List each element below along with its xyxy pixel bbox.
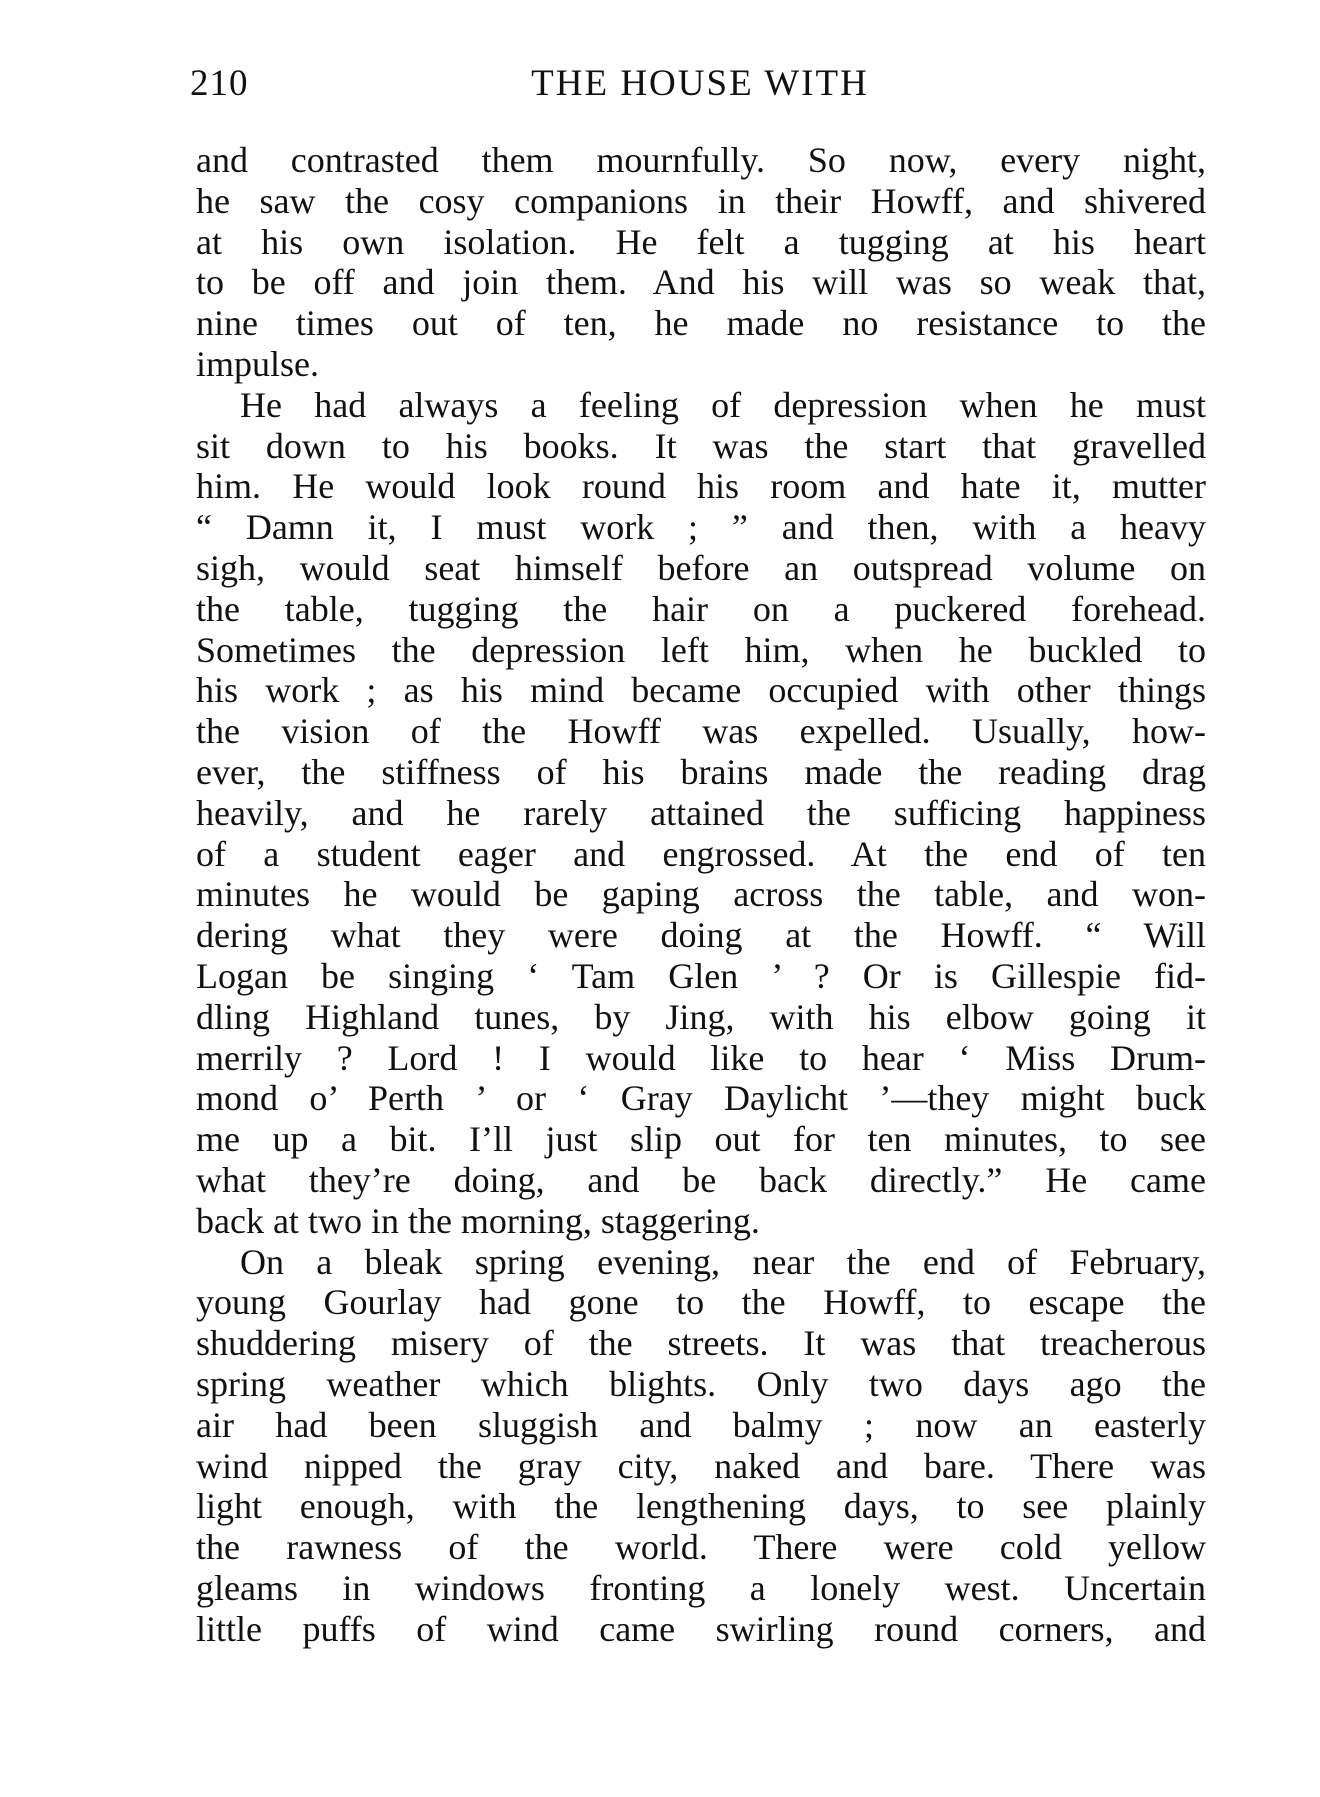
text-line: sigh, would seat himself before an outspread volume on [196, 547, 1206, 588]
text-line: heavily, and he rarely attained the sufficing happiness [196, 792, 1206, 833]
text-line: the table, tugging the hair on a puckered forehead. [196, 588, 1206, 629]
text-line: and contrasted them mournfully. So now, every night, [196, 140, 1206, 180]
text-line: back at two in the morning, staggering. [196, 1200, 760, 1241]
text-line: what they’re doing, and be back directly.” He came [196, 1159, 1206, 1200]
page-number: 210 [190, 63, 249, 104]
text-line: his work ; as his mind became occupied with other things [196, 670, 1206, 711]
running-title: THE HOUSE WITH [531, 63, 869, 104]
text-line: nine times out of ten, he made no resistance to the [196, 303, 1206, 344]
text-line: sit down to his books. It was the start that gravelled [196, 425, 1206, 466]
body-text [196, 140, 1206, 1649]
running-head [190, 62, 1210, 112]
text-line: at his own isolation. He felt a tugging at his heart [196, 221, 1206, 262]
text-line: “ Damn it, I must work ; ” and then, with a heavy [196, 507, 1206, 548]
text-line: ever, the stiffness of his brains made the reading drag [196, 751, 1206, 792]
text-line: light enough, with the lengthening days, to see plainly [196, 1486, 1206, 1527]
text-line: young Gourlay had gone to the Howff, to escape the [196, 1282, 1206, 1323]
text-line: merrily ? Lord ! I would like to hear ‘ Miss Drum- [196, 1037, 1206, 1078]
text-line: dling Highland tunes, by Jing, with his elbow going it [196, 996, 1206, 1037]
text-line: Sometimes the depression left him, when he buckled to [196, 629, 1206, 670]
text-line: air had been sluggish and balmy ; now an easterly [196, 1404, 1206, 1445]
text-line: him. He would look round his room and hate it, mutter [196, 466, 1206, 507]
text-line: spring weather which blights. Only two days ago the [196, 1363, 1206, 1404]
paragraph-start-line: He had always a feeling of depression when he must [240, 384, 1206, 425]
text-line: the rawness of the world. There were cold yellow [196, 1527, 1206, 1568]
text-line: mond o’ Perth ’ or ‘ Gray Daylicht ’—they might buck [196, 1078, 1206, 1119]
text-line: to be off and join them. And his will was so weak that, [196, 262, 1206, 303]
text-line: shuddering misery of the streets. It was that treacherous [196, 1323, 1206, 1364]
text-line: the vision of the Howff was expelled. Usually, how- [196, 711, 1206, 752]
text-line: me up a bit. I’ll just slip out for ten minutes, to see [196, 1119, 1206, 1160]
text-line: gleams in windows fronting a lonely west. Uncertain [196, 1567, 1206, 1608]
text-line: he saw the cosy companions in their Howff, and shivered [196, 180, 1206, 221]
text-line: dering what they were doing at the Howff. “ Will [196, 915, 1206, 956]
text-line: impulse. [196, 343, 319, 384]
text-line: minutes he would be gaping across the table, and won- [196, 874, 1206, 915]
text-line: Logan be singing ‘ Tam Glen ’ ? Or is Gillespie fid- [196, 955, 1206, 996]
text-line: wind nipped the gray city, naked and bare. There was [196, 1445, 1206, 1486]
text-line: of a student eager and engrossed. At the end of ten [196, 833, 1206, 874]
paragraph-start-line: On a bleak spring evening, near the end of February, [240, 1241, 1206, 1282]
text-line: little puffs of wind came swirling round corners, and [196, 1608, 1206, 1649]
